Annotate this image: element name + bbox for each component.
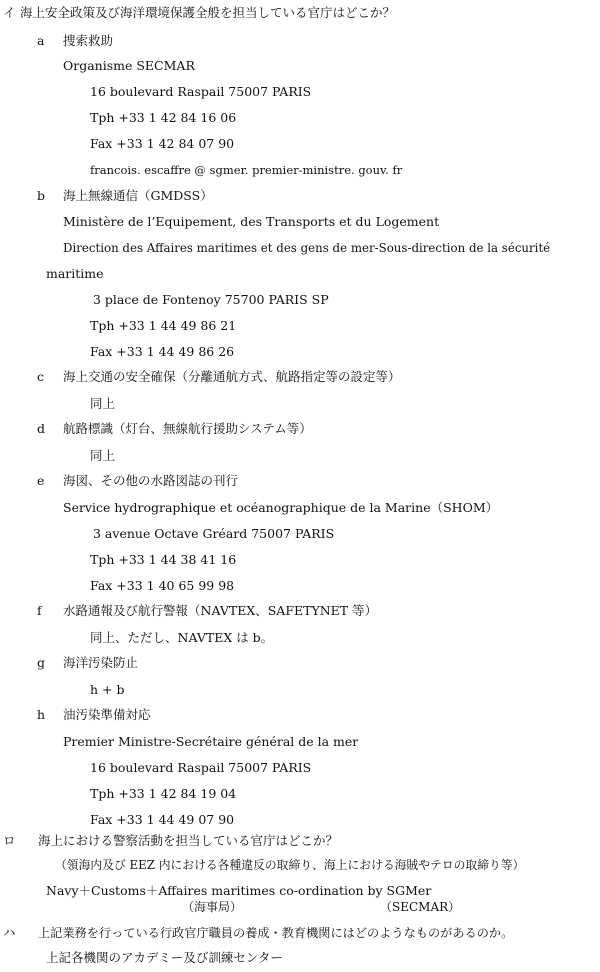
- item-g-title: 海洋汚染防止: [63, 655, 139, 670]
- question-ro-note: （領海内及び EEZ 内における各種違反の取締り、海上における海賊やテロの取締り等）: [55, 858, 525, 872]
- ruby-secmar: （SECMAR）: [380, 900, 461, 914]
- item-a-email: francois. escaffre @ sgmer. premier-ministre. gouv. fr: [90, 163, 403, 177]
- item-g-letter: g: [37, 655, 46, 670]
- item-a-title: 捜索救助: [63, 33, 114, 48]
- item-e-fax: Fax +33 1 40 65 99 98: [90, 578, 235, 593]
- item-f-letter: f: [37, 603, 42, 618]
- item-a-fax: Fax +33 1 42 84 07 90: [90, 136, 235, 151]
- item-f-title: 水路通報及び航行警報（NAVTEX、SAFETYNET 等）: [63, 603, 378, 618]
- item-d-letter: d: [37, 421, 46, 436]
- item-b-fax: Fax +33 1 44 49 86 26: [90, 344, 235, 359]
- item-e-service: Service hydrographique et océanographique de la Marine（SHOM）: [63, 500, 499, 515]
- item-e-tph: Tph +33 1 44 38 41 16: [90, 552, 237, 567]
- item-g-ref: h + b: [90, 682, 125, 697]
- item-a-letter: a: [37, 33, 45, 48]
- item-b-address: 3 place de Fontenoy 75700 PARIS SP: [93, 292, 329, 307]
- item-c-letter: c: [37, 369, 45, 384]
- item-e-address: 3 avenue Octave Gréard 75007 PARIS: [93, 526, 335, 541]
- item-f-same: 同上、ただし、NAVTEX は b。: [90, 630, 274, 645]
- item-h-org: Premier Ministre-Secrétaire général de la mer: [63, 734, 359, 749]
- question-ha-text: 上記業務を行っている行政官庁職員の養成・教育機関にはどのようなものがあるのか。: [38, 926, 514, 940]
- question-marker-i: イ: [3, 5, 16, 20]
- item-h-letter: h: [37, 707, 46, 722]
- item-h-title: 油汚染準備対応: [63, 707, 151, 722]
- item-b-title: 海上無線通信（GMDSS）: [63, 188, 213, 203]
- question-ha-answer: 上記各機関のアカデミー及び訓練センター: [46, 950, 283, 965]
- question-ro-answer: Navy＋Customs＋Affaires maritimes co-ordination by SGMer: [46, 883, 432, 898]
- question-marker-ha: ハ: [3, 925, 16, 940]
- item-d-title: 航路標識（灯台、無線航行援助システム等）: [63, 421, 312, 436]
- question-ro-text: 海上における警察活動を担当している官庁はどこか？: [38, 833, 339, 848]
- item-e-letter: e: [37, 473, 45, 488]
- item-b-tph: Tph +33 1 44 49 86 21: [90, 318, 237, 333]
- item-a-org: Organisme SECMAR: [63, 58, 195, 73]
- item-c-title: 海上交通の安全確保（分離通航方式、航路指定等の設定等）: [63, 369, 401, 384]
- item-e-title: 海図、その他の水路図誌の刊行: [63, 473, 239, 488]
- ruby-kaijikyoku: （海事局）: [182, 900, 243, 914]
- item-h-fax: Fax +33 1 44 49 07 90: [90, 812, 235, 827]
- question-marker-ro: ロ: [3, 833, 16, 848]
- item-a-address: 16 boulevard Raspail 75007 PARIS: [90, 84, 312, 99]
- item-h-address: 16 boulevard Raspail 75007 PARIS: [90, 760, 312, 775]
- item-b-ministry: Ministère de l’Equipement, des Transports et du Logement: [63, 214, 440, 229]
- question-i-text: 海上安全政策及び海洋環境保護全般を担当している官庁はどこか？: [20, 5, 396, 20]
- item-b-direction: Direction des Affaires maritimes et des gens de mer-Sous-direction de la sécurité: [63, 241, 551, 255]
- item-d-same: 同上: [90, 448, 116, 463]
- item-b-direction-cont: maritime: [46, 266, 104, 281]
- item-b-letter: b: [37, 188, 46, 203]
- item-h-tph: Tph +33 1 42 84 19 04: [90, 786, 237, 801]
- item-a-tph: Tph +33 1 42 84 16 06: [90, 110, 237, 125]
- item-c-same: 同上: [90, 396, 116, 411]
